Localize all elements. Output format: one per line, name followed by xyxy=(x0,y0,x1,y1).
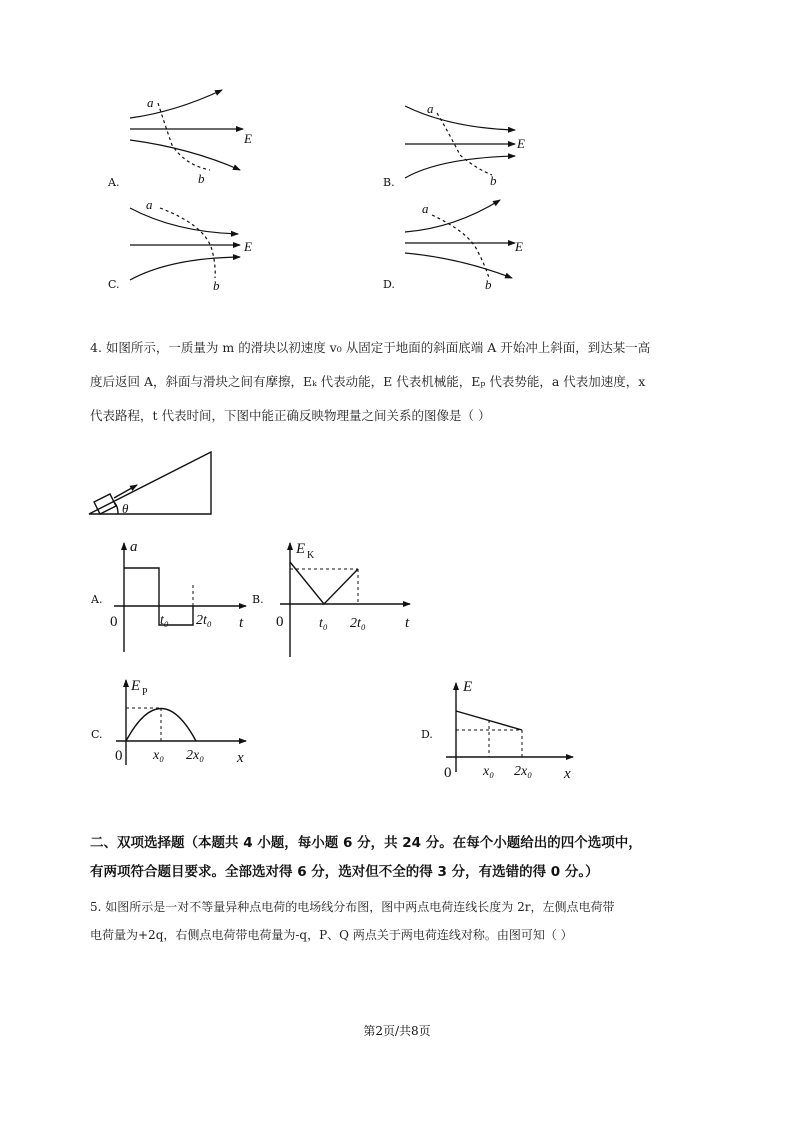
graph-c-tick2: 2x₀ xyxy=(186,748,205,763)
graph-d-tick1: x₀ xyxy=(483,764,495,779)
label-E: E xyxy=(517,136,525,151)
page-footer: 第2页/共8页 xyxy=(363,1024,431,1038)
option-c-graph: C. xyxy=(91,728,103,741)
graph-c-ylabel-sub: P xyxy=(142,687,148,698)
graph-c-tick1: x₀ xyxy=(153,748,165,763)
section-2-heading xyxy=(90,832,710,883)
graph-a-xlabel: t xyxy=(239,615,244,631)
question-4-line-2: 度后返回 A，斜面与滑块之间有摩擦，Eₖ 代表动能，E 代表机械能，Eₚ 代表势能，a 代表加速度，x xyxy=(90,374,646,389)
option-b-graph: B. xyxy=(252,593,264,606)
graph-c-ylabel: E xyxy=(131,678,141,694)
graph-b-ylabel-sub: K xyxy=(307,550,315,561)
section-2-line-1: 二、双项选择题（本题共 4 小题，每小题 6 分，共 24 分。在每个小题给出的四个选项中， xyxy=(90,835,642,851)
option-d: D. xyxy=(383,278,395,291)
label-b: b xyxy=(485,277,492,292)
option-a-graph: A. xyxy=(91,593,103,606)
section-2-line-2: 有两项符合题目要求。全部选对得 6 分，选对但不全的得 3 分，有选错的得 0 分。） xyxy=(90,864,599,880)
label-a: a xyxy=(422,201,429,216)
incline-angle-label: θ xyxy=(122,501,129,516)
option-d-graph: D. xyxy=(421,728,433,741)
graph-b-ylabel: E xyxy=(296,541,306,557)
label-a: a xyxy=(146,197,153,212)
graph-c-origin: 0 xyxy=(115,748,123,764)
graph-a-ylabel: a xyxy=(130,539,138,555)
graph-b-xlabel: t xyxy=(405,615,410,631)
label-E: E xyxy=(515,239,523,254)
option-c: C. xyxy=(108,278,120,291)
graph-a-origin: 0 xyxy=(110,614,118,630)
graph-d-ylabel: E xyxy=(463,679,473,695)
label-b: b xyxy=(213,278,220,293)
question-4-line-1: 4. 如图所示，一质量为 m 的滑块以初速度 v₀ 从固定于地面的斜面底端 A 开始冲上斜面，到达某一高 xyxy=(90,340,651,355)
graph-b-tick2: 2t₀ xyxy=(350,616,366,631)
question-5-line-1: 5. 如图所示是一对不等量异种点电荷的电场线分布图，图中两点电荷连线长度为 2r，左侧点电荷带 xyxy=(90,900,615,914)
graph-d-xlabel: x xyxy=(564,766,571,782)
label-b: b xyxy=(490,173,497,188)
graph-a-tick2: 2t₀ xyxy=(196,613,212,628)
label-E: E xyxy=(244,239,252,254)
graph-b-tick1: t₀ xyxy=(319,616,328,631)
graph-a-tick1: t₀ xyxy=(160,613,169,628)
option-a: A. xyxy=(108,176,120,189)
question-5 xyxy=(90,896,710,946)
question-4-line-3: 代表路程，t 代表时间，下图中能正确反映物理量之间关系的图像是（ ） xyxy=(90,408,491,423)
graph-c-xlabel: x xyxy=(237,750,244,766)
question-5-line-2: 电荷量为+2q，右侧点电荷带电荷量为-q，P、Q 两点关于两电荷连线对称。由图可知（ ） xyxy=(90,928,573,942)
graph-b-origin: 0 xyxy=(276,614,284,630)
graph-d-origin: 0 xyxy=(444,765,452,781)
label-b: b xyxy=(198,171,205,186)
option-b: B. xyxy=(383,176,395,189)
label-a: a xyxy=(147,95,154,110)
graph-d-tick2: 2x₀ xyxy=(514,764,533,779)
label-a: a xyxy=(427,101,434,116)
label-E: E xyxy=(244,131,252,146)
